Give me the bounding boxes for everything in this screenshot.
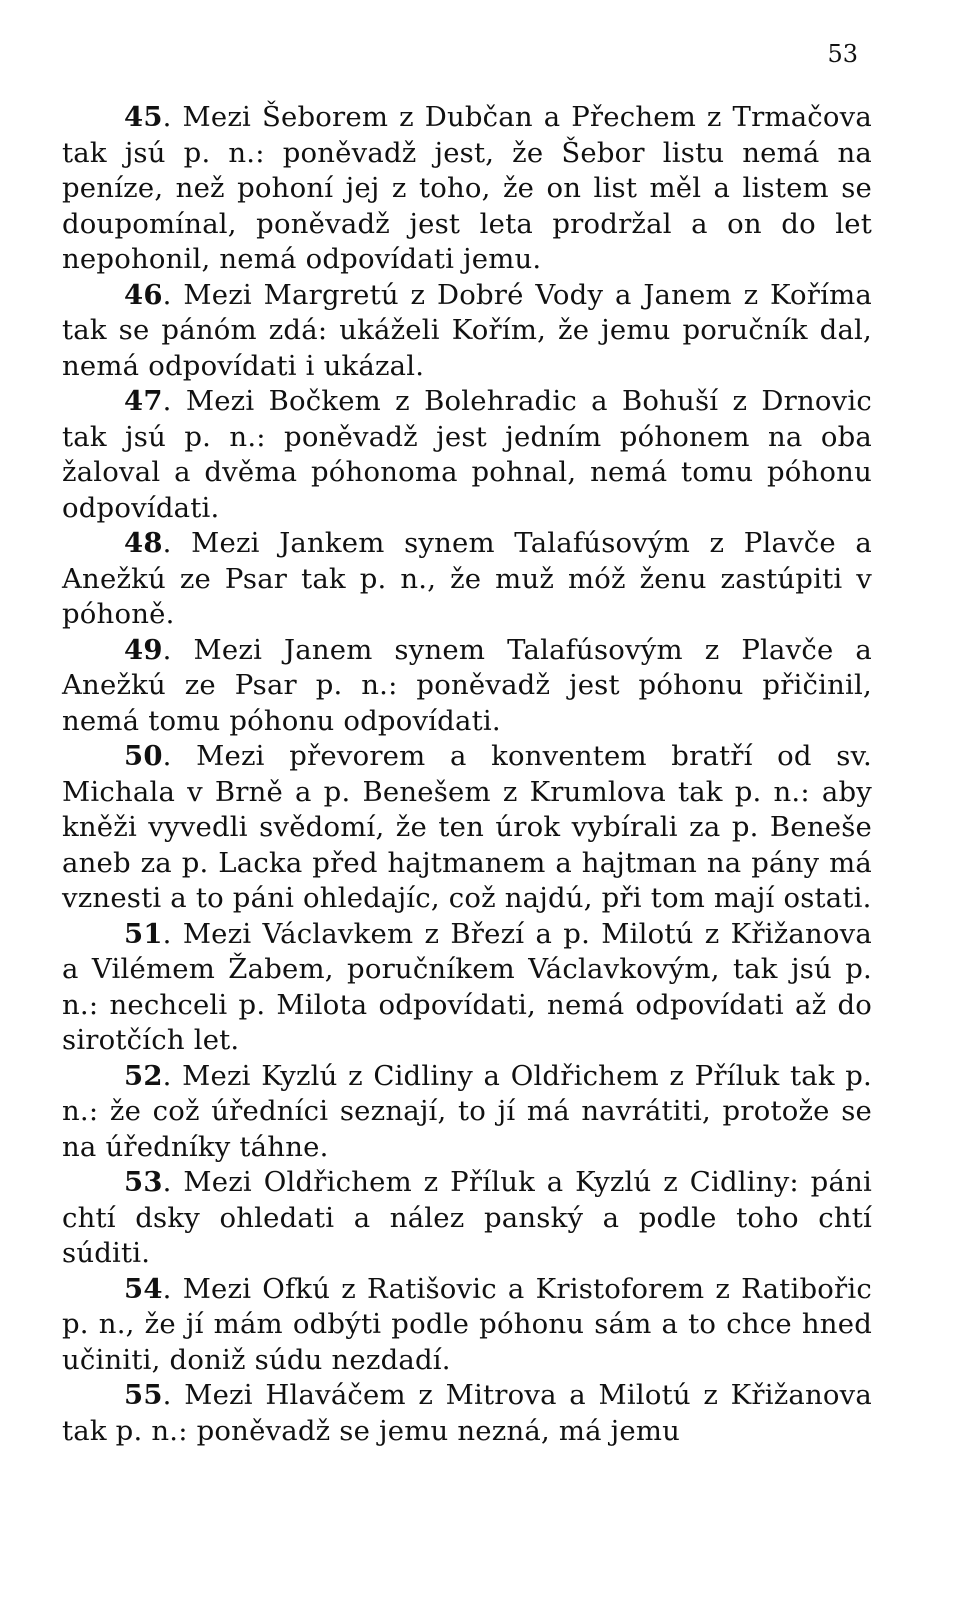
entry-number: 50 <box>124 740 163 772</box>
entry-text: . Mezi Hlaváčem z Mitrova a Milotú z Křižanova tak p. n.: poněvadž se jemu nezná, má jemu <box>62 1379 872 1447</box>
entry-text: . Mezi Janem synem Talafúsovým z Plavče a Anežkú ze Psar p. n.: poněvadž jest póhonu přičinil, nemá tomu póhonu odpovídati. <box>62 633 872 737</box>
entry-number: 52 <box>124 1059 163 1092</box>
entry-number: 55 <box>124 1379 163 1411</box>
paragraph-entry-46 <box>62 278 872 385</box>
entry-number: 48 <box>124 527 163 559</box>
entry-text: . Mezi Margretú z Dobré Vody a Janem z Koříma tak se pánóm zdá: ukáželi Kořím, že jemu poručník dal, nemá odpovídati i ukázal. <box>62 278 872 382</box>
entry-number: 45 <box>124 101 163 133</box>
paragraph-entry-47 <box>62 384 872 526</box>
entry-number: 46 <box>124 278 163 311</box>
entry-text: . Mezi Jankem synem Talafúsovým z Plavče a Anežkú ze Psar tak p. n., že muž móž ženu zastúpiti v póhoně. <box>62 527 872 630</box>
entry-number: 54 <box>124 1272 163 1305</box>
entry-text: . Mezi převorem a konventem bratří od sv. Michala v Brně a p. Benešem z Krumlova tak p. n.: aby kněži vyvedli svědomí, že ten úrok vybírali za p. Beneše aneb za p. Lacka před hajtmanem a hajtman na pány má vznesti a to páni ohledajíc, což najdú, při tom mají ostati. <box>62 740 872 914</box>
paragraph-entry-49 <box>62 633 872 740</box>
paragraph-entry-53 <box>62 1165 872 1272</box>
paragraph-entry-45 <box>62 100 872 278</box>
entry-number: 51 <box>124 917 163 950</box>
paragraph-entry-55 <box>62 1378 872 1449</box>
entry-text: . Mezi Václavkem z Březí a p. Milotú z Křižanova a Vilémem Žabem, poručníkem Václavkovým, tak jsú p. n.: nechceli p. Milota odpovídati, nemá odpovídati až do sirotčích let. <box>62 917 872 1056</box>
entry-text: . Mezi Šeborem z Dubčan a Přechem z Trmačova tak jsú p. n.: poněvadž jest, že Šebor listu nemá na peníze, než pohoní jej z toho, že on list měl a listem se doupomínal, poněvadž jest leta prodržal a on do let nepohonil, nemá odpovídati jemu. <box>62 101 872 275</box>
entry-text: . Mezi Kyzlú z Cidliny a Oldřichem z Příluk tak p. n.: že což úředníci seznají, to jí má navrátiti, protože se na úředníky táhne. <box>62 1059 872 1163</box>
text-body <box>62 100 872 1449</box>
entry-number: 53 <box>124 1166 163 1198</box>
page-number: 53 <box>827 40 858 68</box>
entry-text: . Mezi Ofkú z Ratišovic a Kristoforem z Ratibořic p. n., že jí mám odbýti podle póhonu sám a to chce hned učiniti, doniž súdu nezdadí. <box>62 1272 872 1376</box>
paragraph-entry-54 <box>62 1272 872 1379</box>
paragraph-entry-52 <box>62 1059 872 1166</box>
entry-text: . Mezi Oldřichem z Příluk a Kyzlú z Cidliny: páni chtí dsky ohledati a nález panský a podle toho chtí súditi. <box>62 1166 872 1269</box>
paragraph-entry-50 <box>62 739 872 917</box>
entry-number: 47 <box>124 385 163 417</box>
entry-number: 49 <box>124 633 163 666</box>
entry-text: . Mezi Bočkem z Bolehradic a Bohuší z Drnovic tak jsú p. n.: poněvadž jest jedním póhonem na oba žaloval a dvěma póhonoma pohnal, nemá tomu póhonu odpovídati. <box>62 385 872 524</box>
paragraph-entry-48 <box>62 526 872 633</box>
paragraph-entry-51 <box>62 917 872 1059</box>
